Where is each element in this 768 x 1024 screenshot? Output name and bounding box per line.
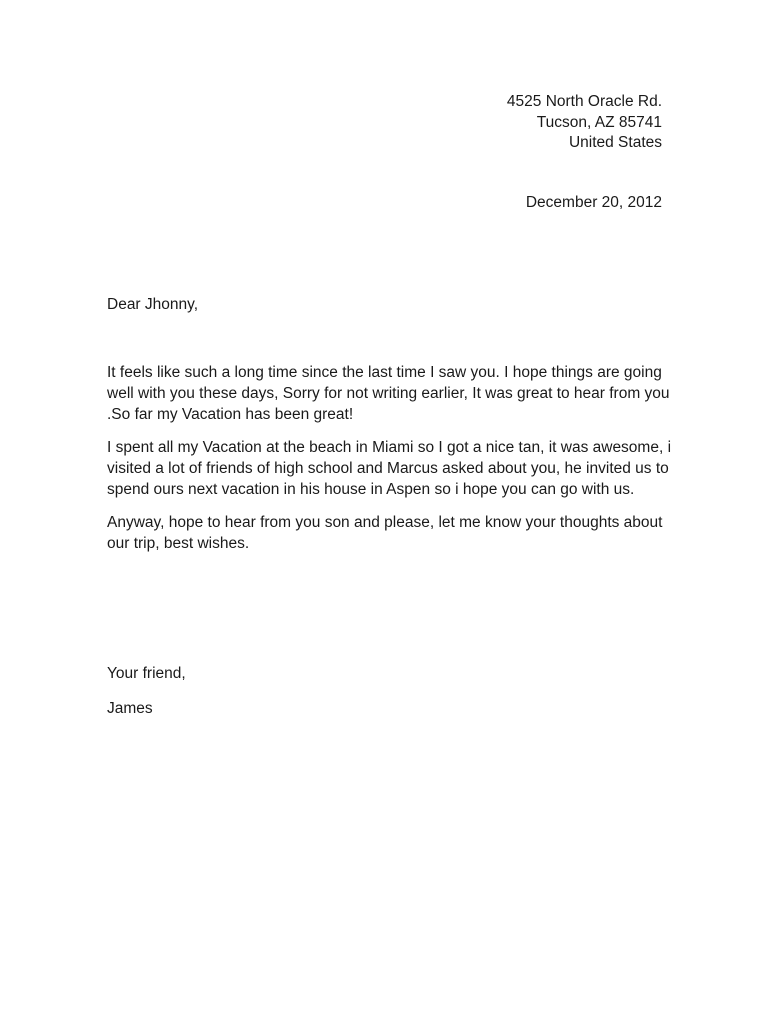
paragraph-line: I spent all my Vacation at the beach in Miami so I got a nice tan, it was awesome, i bbox=[107, 439, 672, 456]
sender-address bbox=[507, 92, 662, 154]
paragraph-line: well with you these days, Sorry for not writing earlier, It was great to hear from you bbox=[107, 385, 670, 402]
closing: Your friend, bbox=[107, 665, 186, 682]
greeting: Dear Jhonny, bbox=[107, 296, 199, 313]
address-line-city: Tucson, AZ 85741 bbox=[536, 113, 662, 131]
address-line-country: United States bbox=[568, 134, 662, 151]
letter-date: December 20, 2012 bbox=[525, 194, 662, 211]
signature-name: James bbox=[107, 700, 153, 717]
paragraph-2 bbox=[107, 437, 672, 500]
address-line-street: 4525 North Oracle Rd. bbox=[506, 93, 662, 110]
paragraph-line: .So far my Vacation has been great! bbox=[107, 406, 354, 423]
paragraph-line: spend ours next vacation in his house in Aspen so i hope you can go with us. bbox=[107, 481, 635, 498]
paragraph-3 bbox=[107, 512, 667, 554]
paragraph-1 bbox=[107, 362, 670, 425]
paragraph-line: visited a lot of friends of high school and Marcus asked about you, he invited us to bbox=[107, 460, 669, 477]
paragraph-line: Anyway, hope to hear from you son and please, let me know your thoughts about bbox=[107, 514, 663, 531]
paragraph-line: our trip, best wishes. bbox=[107, 535, 250, 552]
paragraph-line: It feels like such a long time since the last time I saw you. I hope things are going bbox=[107, 364, 662, 381]
letter-body bbox=[107, 362, 672, 566]
